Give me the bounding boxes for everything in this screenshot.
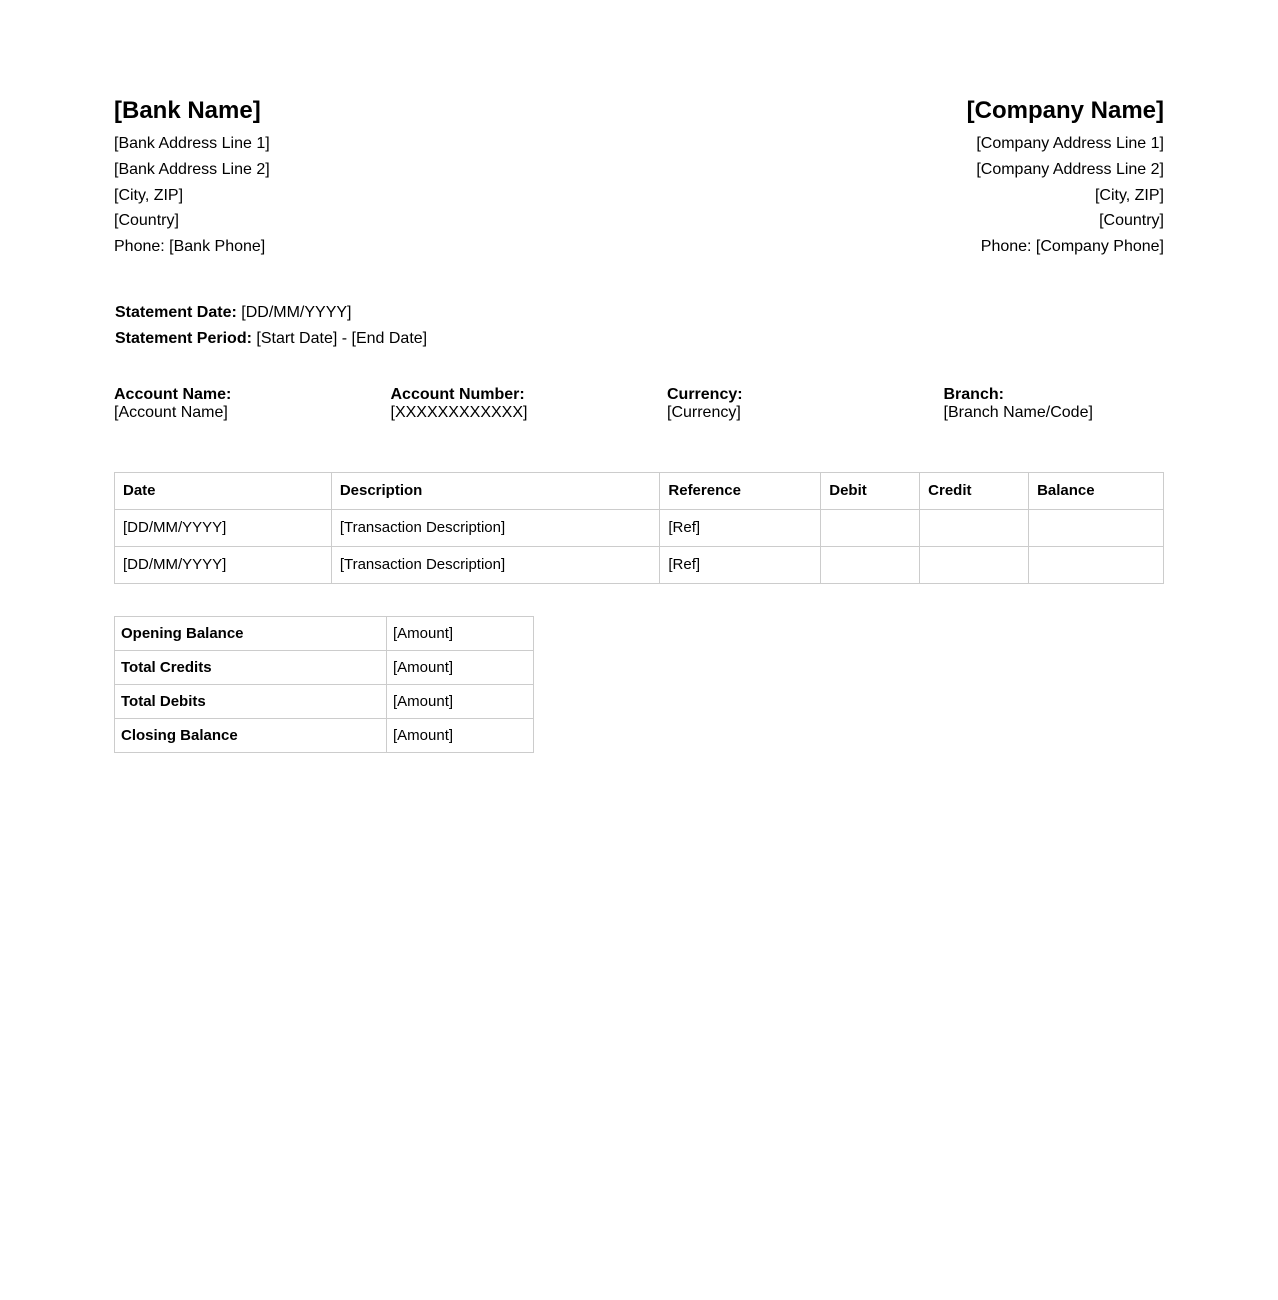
- summary-value: [Amount]: [387, 684, 534, 718]
- column-header-reference: Reference: [660, 472, 821, 509]
- summary-row-total-credits: [115, 650, 534, 684]
- column-header-debit: Debit: [821, 472, 920, 509]
- currency-value: [Currency]: [667, 403, 741, 421]
- cell-balance: [1029, 509, 1164, 546]
- cell-description: [Transaction Description]: [331, 509, 660, 546]
- account-name-label: Account Name:: [114, 385, 232, 403]
- bank-statement: [114, 96, 1164, 753]
- summary-table: [114, 616, 534, 753]
- branch: [944, 386, 1093, 422]
- summary-value: [Amount]: [387, 650, 534, 684]
- bank-city-zip: [City, ZIP]: [114, 186, 184, 204]
- cell-reference: [Ref]: [660, 546, 821, 583]
- cell-credit: [920, 546, 1029, 583]
- statement-date: [115, 300, 1164, 326]
- table-header-row: [115, 472, 1164, 509]
- bank-phone: Phone: [Bank Phone]: [114, 238, 266, 256]
- account-number-value: [XXXXXXXXXXXX]: [390, 403, 528, 421]
- transactions-table: [114, 472, 1164, 584]
- column-header-description: Description: [331, 472, 660, 509]
- column-header-credit: Credit: [920, 472, 1029, 509]
- company-country: [Country]: [1099, 212, 1164, 230]
- currency: [667, 386, 944, 422]
- statement-date-label: Statement Date:: [115, 303, 237, 321]
- account-details: [114, 386, 1164, 422]
- summary-label: Opening Balance: [115, 616, 387, 650]
- account-number: [391, 386, 668, 422]
- header: [114, 96, 1164, 260]
- column-header-date: Date: [115, 472, 332, 509]
- table-row: [115, 509, 1164, 546]
- summary-label: Closing Balance: [115, 718, 387, 752]
- currency-label: Currency:: [667, 385, 743, 403]
- company-address-line-2: [Company Address Line 2]: [976, 160, 1164, 178]
- cell-debit: [821, 546, 920, 583]
- cell-date: [DD/MM/YYYY]: [115, 509, 332, 546]
- bank-name: [Bank Name]: [114, 97, 261, 124]
- table-row: [115, 546, 1164, 583]
- statement-period-value: [Start Date] - [End Date]: [256, 329, 428, 347]
- account-name-value: [Account Name]: [114, 403, 228, 421]
- summary-value: [Amount]: [387, 718, 534, 752]
- bank-info: [114, 96, 270, 260]
- company-name: [Company Name]: [966, 97, 1164, 124]
- cell-date: [DD/MM/YYYY]: [115, 546, 332, 583]
- company-city-zip: [City, ZIP]: [1094, 186, 1164, 204]
- bank-address-line-1: [Bank Address Line 1]: [114, 135, 270, 152]
- bank-country: [Country]: [114, 212, 179, 230]
- column-header-balance: Balance: [1029, 472, 1164, 509]
- account-number-label: Account Number:: [390, 385, 525, 403]
- cell-debit: [821, 509, 920, 546]
- summary-label: Total Debits: [115, 684, 387, 718]
- cell-balance: [1029, 546, 1164, 583]
- company-phone: Phone: [Company Phone]: [980, 238, 1164, 256]
- cell-reference: [Ref]: [660, 509, 821, 546]
- branch-label: Branch:: [943, 385, 1004, 403]
- summary-value: [Amount]: [387, 616, 534, 650]
- summary-row-opening-balance: [115, 616, 534, 650]
- statement-info: [114, 300, 1164, 352]
- summary-row-total-debits: [115, 684, 534, 718]
- statement-date-value: [DD/MM/YYYY]: [241, 303, 352, 321]
- statement-period: [115, 326, 1164, 352]
- branch-value: [Branch Name/Code]: [943, 403, 1093, 421]
- company-address-line-1: [Company Address Line 1]: [976, 135, 1164, 152]
- bank-address-line-2: [Bank Address Line 2]: [114, 160, 270, 178]
- statement-period-label: Statement Period:: [115, 329, 252, 347]
- company-info: [967, 96, 1164, 260]
- summary-label: Total Credits: [115, 650, 387, 684]
- cell-credit: [920, 509, 1029, 546]
- cell-description: [Transaction Description]: [331, 546, 660, 583]
- account-name: [114, 386, 391, 422]
- summary-row-closing-balance: [115, 718, 534, 752]
